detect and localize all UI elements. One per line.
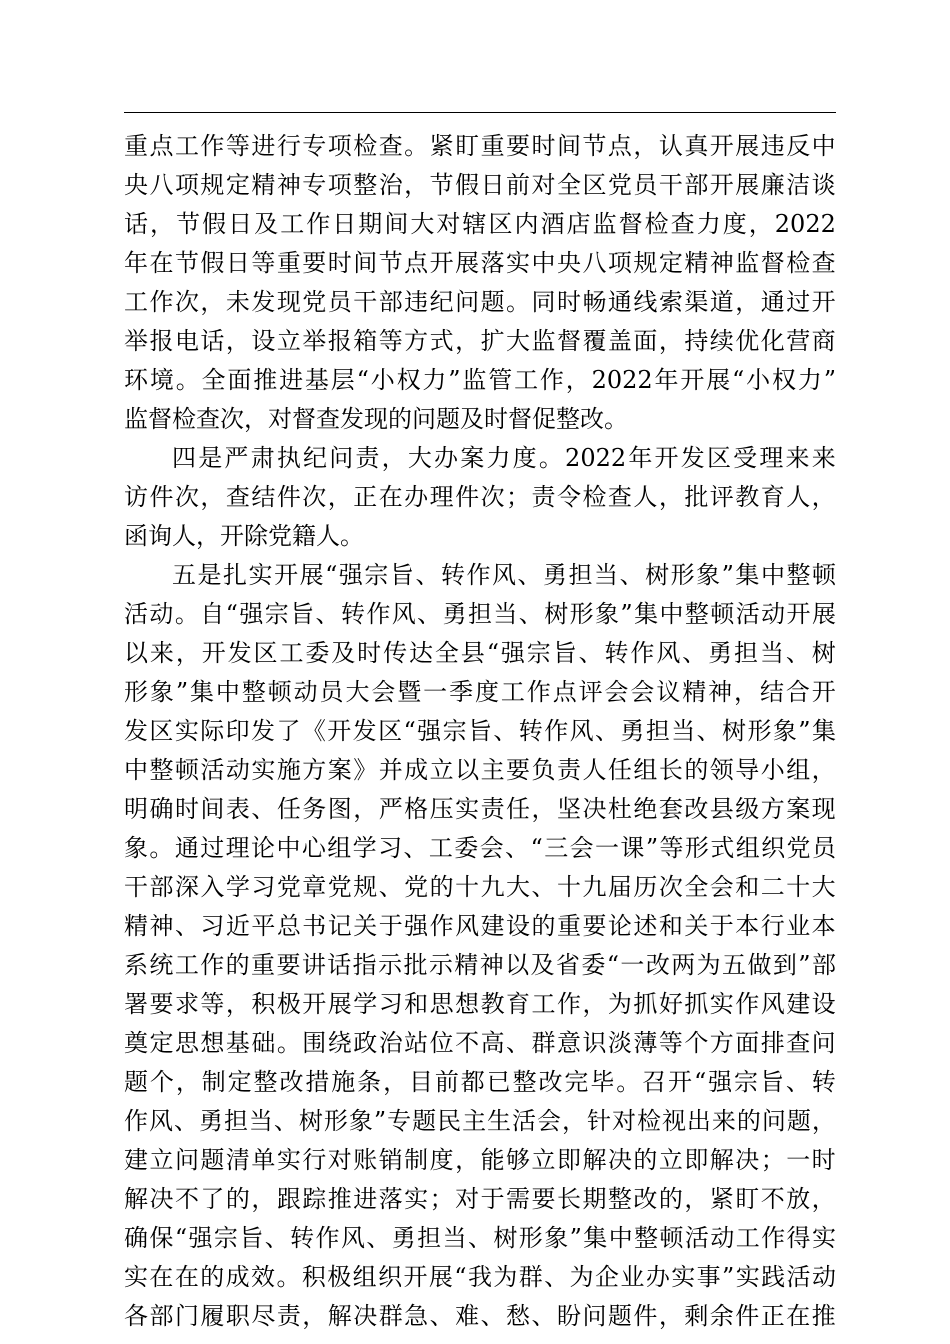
text-line: 话 ， 节 假 日 及 工 作 日 期 间 大 对 辖 区 内 酒 店 监 督 检 查 力 度 ， 2022	[124, 210, 836, 238]
text-line: 环 境 。 全 面 推 进 基 层 “ 小 权 力 ” 监 管 工 作 ， 2022 年 开 展 “ 小 权 力 ”	[124, 366, 836, 394]
text-line: 建 立 问 题 清 单 实 行 对 账 销 制 度 ， 能 够 立 即 解 决 的 立 即 解 决 ； 一 时	[124, 1146, 836, 1174]
text-line: 作 风 、 勇 担 当 、 树 形 象 ” 专 题 民 主 生 活 会 ， 针 对 检 视 出 来 的 问 题 ，	[124, 1107, 836, 1135]
text-line: 明 确 时 间 表 、 任 务 图 ， 严 格 压 实 责 任 ， 坚 决 杜 绝 套 改 县 级 方 案 现	[124, 795, 836, 823]
text-line: 函 询 人 ， 开 除 党 籍 人 。	[124, 522, 364, 550]
text-line: 以 来 ， 开 发 区 工 委 及 时 传 达 全 县 “ 强 宗 旨 、 转 作 风 、 勇 担 当 、 树	[124, 639, 836, 667]
text-line: 中 整 顿 活 动 实 施 方 案 》 并 成 立 以 主 要 负 责 人 任 组 长 的 领 导 小 组 ，	[124, 756, 836, 784]
text-line: 形 象 ” 集 中 整 顿 动 员 大 会 暨 一 季 度 工 作 点 评 会 会 议 精 神 ， 结 合 开	[124, 678, 836, 706]
text-line: 解 决 不 了 的 ， 跟 踪 推 进 落 实 ； 对 于 需 要 长 期 整 改 的 ， 紧 盯 不 放 ，	[124, 1185, 836, 1213]
text-line: 监 督 检 查 次 ， 对 督 查 发 现 的 问 题 及 时 督 促 整 改 。	[124, 405, 628, 433]
text-line: 重 点 工 作 等 进 行 专 项 检 查 。 紧 盯 重 要 时 间 节 点 ， 认 真 开 展 违 反 中	[124, 132, 836, 160]
text-line: 工 作 次 ， 未 发 现 党 员 干 部 违 纪 问 题 。 同 时 畅 通 线 索 渠 道 ， 通 过 开	[124, 288, 836, 316]
text-line: 确 保 “ 强 宗 旨 、 转 作 风 、 勇 担 当 、 树 形 象 ” 集 中 整 顿 活 动 工 作 得 实	[124, 1224, 836, 1252]
text-line: 五 是 扎 实 开 展 “ 强 宗 旨 、 转 作 风 、 勇 担 当 、 树 形 象 ” 集 中 整 顿	[172, 561, 836, 589]
text-line: 央 八 项 规 定 精 神 专 项 整 治 ， 节 假 日 前 对 全 区 党 员 干 部 开 展 廉 洁 谈	[124, 171, 836, 199]
document-body	[124, 127, 836, 1336]
text-line: 精 神 、 习 近 平 总 书 记 关 于 强 作 风 建 设 的 重 要 论 述 和 关 于 本 行 业 本	[124, 912, 836, 940]
text-line: 发 区 实 际 印 发 了 《 开 发 区 “ 强 宗 旨 、 转 作 风 、 勇 担 当 、 树 形 象 ” 集	[124, 717, 836, 745]
text-line: 奠 定 思 想 基 础 。 围 绕 政 治 站 位 不 高 、 群 意 识 淡 薄 等 个 方 面 排 查 问	[124, 1029, 836, 1057]
text-line: 访 件 次 ， 查 结 件 次 ， 正 在 办 理 件 次 ； 责 令 检 查 人 ， 批 评 教 育 人 ，	[124, 483, 836, 511]
text-line: 各 部 门 履 职 尽 责 ， 解 决 群 急 、 难 、 愁 、 盼 问 题 件 ， 剩 余 件 正 在 推	[124, 1302, 836, 1330]
text-line: 活 动 。 自 “ 强 宗 旨 、 转 作 风 、 勇 担 当 、 树 形 象 ” 集 中 整 顿 活 动 开 展	[124, 600, 836, 628]
text-line: 举 报 电 话 ， 设 立 举 报 箱 等 方 式 ， 扩 大 监 督 覆 盖 面 ， 持 续 优 化 营 商	[124, 327, 836, 355]
text-line: 系 统 工 作 的 重 要 讲 话 指 示 批 示 精 神 以 及 省 委 “ 一 改 两 为 五 做 到 ” 部	[124, 951, 836, 979]
text-line: 实 在 在 的 成 效 。 积 极 组 织 开 展 “ 我 为 群 、 为 企 业 办 实 事 ” 实 践 活 动	[124, 1263, 836, 1291]
text-line: 干 部 深 入 学 习 党 章 党 规 、 党 的 十 九 大 、 十 九 届 历 次 全 会 和 二 十 大	[124, 873, 836, 901]
text-line: 年 在 节 假 日 等 重 要 时 间 节 点 开 展 落 实 中 央 八 项 规 定 精 神 监 督 检 查	[124, 249, 836, 277]
text-line: 四 是 严 肃 执 纪 问 责 ， 大 办 案 力 度 。 2022 年 开 发 区 受 理 来 来	[172, 444, 836, 472]
header-rule	[124, 112, 836, 113]
text-line: 象 。 通 过 理 论 中 心 组 学 习 、 工 委 会 、 “ 三 会 一 课 ” 等 形 式 组 织 党 员	[124, 834, 836, 862]
text-line: 署 要 求 等 ， 积 极 开 展 学 习 和 思 想 教 育 工 作 ， 为 抓 好 抓 实 作 风 建 设	[124, 990, 836, 1018]
text-line: 题 个 ， 制 定 整 改 措 施 条 ， 目 前 都 已 整 改 完 毕 。 召 开 “ 强 宗 旨 、 转	[124, 1068, 836, 1096]
